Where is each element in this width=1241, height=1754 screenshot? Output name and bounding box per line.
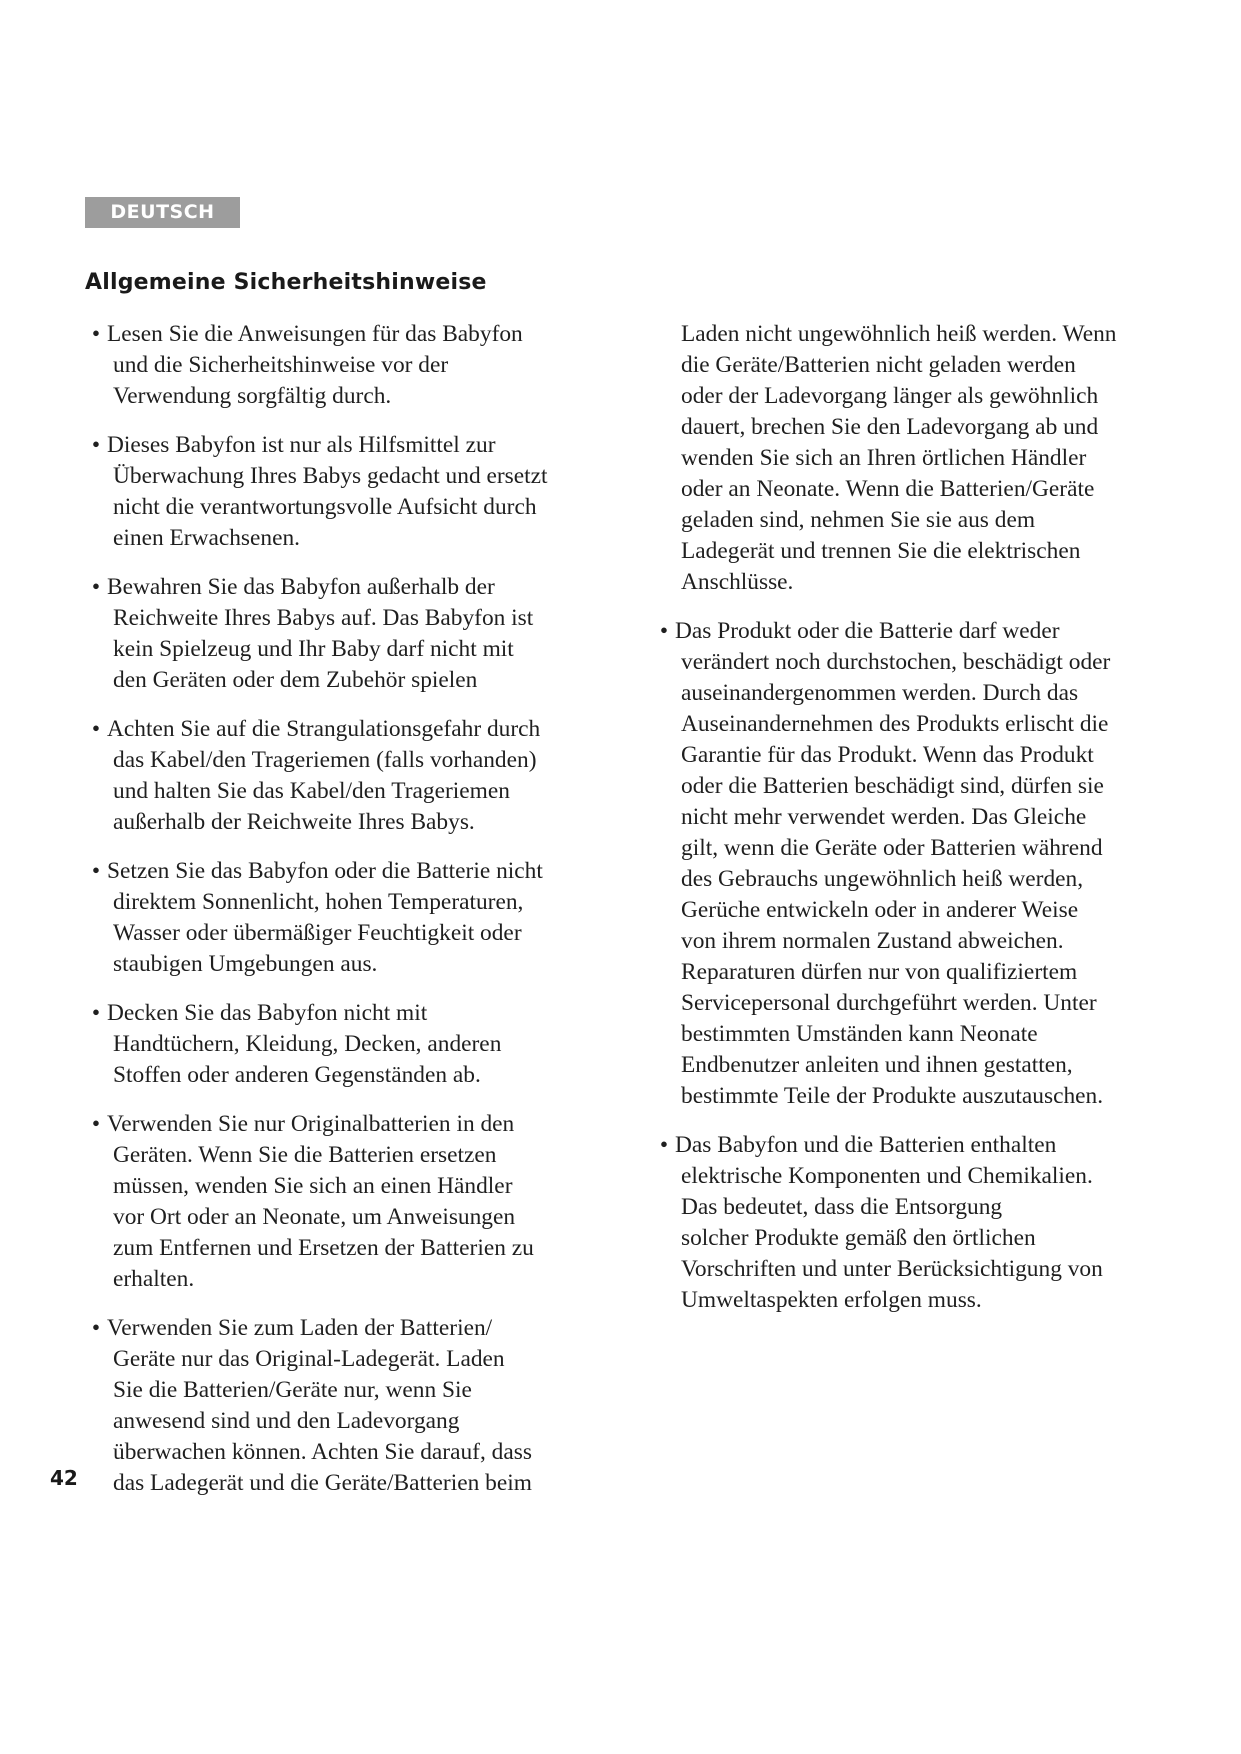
text-line: einen Erwachsenen. (113, 525, 301, 551)
safety-item (85, 430, 615, 554)
text-line: vor Ort oder an Neonate, um Anweisungen (113, 1204, 516, 1230)
text-line: bestimmten Umständen kann Neonate (681, 1021, 1038, 1047)
text-line: zum Entfernen und Ersetzen der Batterien zu (113, 1235, 534, 1261)
bullet-icon: • (91, 1111, 101, 1137)
text-line: geladen sind, nehmen Sie sie aus dem (681, 507, 1036, 533)
text-line: Verwendung sorgfältig durch. (113, 383, 392, 409)
section-heading: Allgemeine Sicherheitshinweise (85, 270, 487, 295)
text-line: Stoffen oder anderen Gegenständen ab. (113, 1062, 481, 1088)
text-line: Geräte nur das Original-Ladegerät. Laden (113, 1346, 505, 1372)
safety-item (653, 1130, 1183, 1316)
text-line: anwesend sind und den Ladevorgang (113, 1408, 460, 1434)
safety-item-continued (653, 319, 1183, 598)
text-line: auseinandergenommen werden. Durch das (681, 680, 1079, 706)
text-line: Reparaturen dürfen nur von qualifiziertem (681, 959, 1078, 985)
text-line: solcher Produkte gemäß den örtlichen (681, 1225, 1036, 1251)
text-line: verändert noch durchstochen, beschädigt oder (681, 649, 1111, 675)
text-line: wenden Sie sich an Ihren örtlichen Händler (681, 445, 1087, 471)
bullet-icon: • (91, 858, 101, 884)
text-line: Überwachung Ihres Babys gedacht und ersetzt (113, 463, 548, 489)
text-line: kein Spielzeug und Ihr Baby darf nicht mit (113, 636, 514, 662)
safety-item (85, 1109, 615, 1295)
safety-item (85, 1313, 615, 1499)
text-line: Anschlüsse. (681, 569, 794, 595)
bullet-icon: • (659, 618, 669, 644)
text-line: direktem Sonnenlicht, hohen Temperaturen, (113, 889, 524, 915)
text-line: Vorschriften und unter Berücksichtigung von (681, 1256, 1103, 1282)
safety-item (85, 856, 615, 980)
text-line: Verwenden Sie nur Originalbatterien in den (107, 1111, 515, 1137)
text-line: oder die Batterien beschädigt sind, dürfen sie (681, 773, 1104, 799)
text-line: Umweltaspekten erfolgen muss. (681, 1287, 982, 1313)
text-line: Bewahren Sie das Babyfon außerhalb der (107, 574, 495, 600)
text-line: oder der Ladevorgang länger als gewöhnlich (681, 383, 1099, 409)
text-line: Auseinandernehmen des Produkts erlischt die (681, 711, 1109, 737)
text-line: Achten Sie auf die Strangulationsgefahr durch (107, 716, 541, 742)
text-line: Servicepersonal durchgeführt werden. Unter (681, 990, 1097, 1016)
text-line: Handtüchern, Kleidung, Decken, anderen (113, 1031, 502, 1057)
text-line: nicht die verantwortungsvolle Aufsicht durch (113, 494, 537, 520)
text-line: Ladegerät und trennen Sie die elektrischen (681, 538, 1081, 564)
text-line: Das bedeutet, dass die Entsorgung (681, 1194, 1003, 1220)
text-line: Das Produkt oder die Batterie darf weder (675, 618, 1060, 644)
bullet-icon: • (91, 321, 101, 347)
text-line: den Geräten oder dem Zubehör spielen (113, 667, 478, 693)
text-line: das Ladegerät und die Geräte/Batterien beim (113, 1470, 532, 1496)
text-line: gilt, wenn die Geräte oder Batterien während (681, 835, 1103, 861)
text-line: Das Babyfon und die Batterien enthalten (675, 1132, 1057, 1158)
text-line: des Gebrauchs ungewöhnlich heiß werden, (681, 866, 1084, 892)
bullet-icon: • (91, 574, 101, 600)
text-line: und halten Sie das Kabel/den Trageriemen (113, 778, 510, 804)
page-number: 42 (50, 1466, 78, 1490)
text-line: Verwenden Sie zum Laden der Batterien/ (107, 1315, 493, 1341)
bullet-icon: • (91, 716, 101, 742)
bullet-icon: • (91, 1000, 101, 1026)
text-line: überwachen können. Achten Sie darauf, dass (113, 1439, 532, 1465)
text-line: staubigen Umgebungen aus. (113, 951, 378, 977)
text-line: das Kabel/den Trageriemen (falls vorhanden) (113, 747, 537, 773)
bullet-icon: • (659, 1132, 669, 1158)
text-line: Geräten. Wenn Sie die Batterien ersetzen (113, 1142, 497, 1168)
left-column (85, 319, 615, 1517)
text-line: Reichweite Ihres Babys auf. Das Babyfon ist (113, 605, 534, 631)
text-line: dauert, brechen Sie den Ladevorgang ab und (681, 414, 1099, 440)
language-tag: DEUTSCH (85, 197, 240, 228)
text-line: die Geräte/Batterien nicht geladen werden (681, 352, 1076, 378)
bullet-icon: • (91, 1315, 101, 1341)
text-line: oder an Neonate. Wenn die Batterien/Geräte (681, 476, 1095, 502)
text-line: Garantie für das Produkt. Wenn das Produkt (681, 742, 1094, 768)
safety-item (653, 616, 1183, 1112)
text-line: erhalten. (113, 1266, 195, 1292)
text-line: Wasser oder übermäßiger Feuchtigkeit oder (113, 920, 522, 946)
text-line: Sie die Batterien/Geräte nur, wenn Sie (113, 1377, 472, 1403)
safety-item (85, 319, 615, 412)
text-line: Endbenutzer anleiten und ihnen gestatten, (681, 1052, 1073, 1078)
safety-item (85, 998, 615, 1091)
safety-item (85, 572, 615, 696)
right-column (653, 319, 1183, 1334)
bullet-icon: • (91, 432, 101, 458)
safety-item (85, 714, 615, 838)
text-line: elektrische Komponenten und Chemikalien. (681, 1163, 1093, 1189)
text-line: Dieses Babyfon ist nur als Hilfsmittel zur (107, 432, 496, 458)
text-line: Gerüche entwickeln oder in anderer Weise (681, 897, 1079, 923)
text-line: Decken Sie das Babyfon nicht mit (107, 1000, 428, 1026)
text-line: bestimmte Teile der Produkte auszutauschen. (681, 1083, 1104, 1109)
text-line: und die Sicherheitshinweise vor der (113, 352, 449, 378)
text-line: außerhalb der Reichweite Ihres Babys. (113, 809, 475, 835)
text-line: nicht mehr verwendet werden. Das Gleiche (681, 804, 1087, 830)
text-line: von ihrem normalen Zustand abweichen. (681, 928, 1064, 954)
text-line: müssen, wenden Sie sich an einen Händler (113, 1173, 513, 1199)
text-line: Laden nicht ungewöhnlich heiß werden. Wenn (681, 321, 1117, 347)
text-line: Setzen Sie das Babyfon oder die Batterie nicht (107, 858, 543, 884)
text-line: Lesen Sie die Anweisungen für das Babyfon (107, 321, 523, 347)
